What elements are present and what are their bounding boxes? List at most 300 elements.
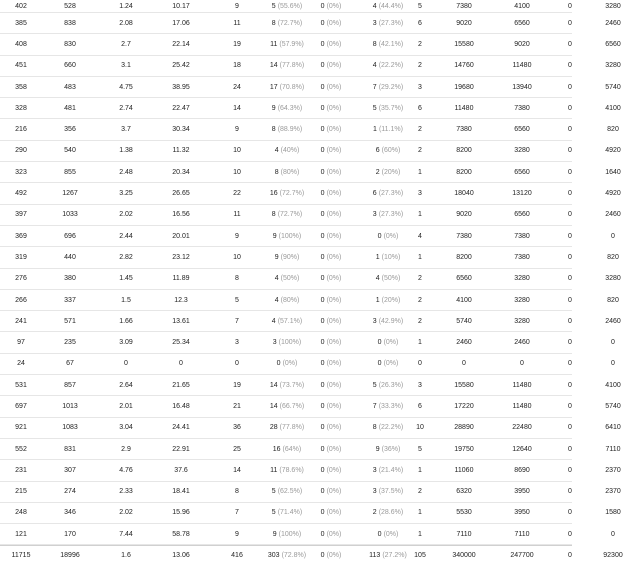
cell-col-13 [585,141,641,161]
cell-col-1 [0,460,42,480]
cell-col-6 [256,34,318,54]
cell-col-3 [100,503,152,523]
cell-col-6-percent: (0%) [282,360,298,368]
cell-col-1-value: 369 [15,232,27,240]
cell-col-10-value: 19680 [454,83,474,91]
cell-col-5-value: 8 [235,275,239,283]
cell-col-4-value: 22.91 [172,445,190,453]
cell-col-13 [585,56,641,76]
cell-col-1 [0,13,42,33]
cell-col-12-value: 0 [568,40,572,48]
cell-col-3-value: 1.38 [119,147,133,155]
cell-col-3 [100,269,152,289]
cell-col-13-value: 3280 [605,2,621,10]
cell-col-2 [44,439,96,459]
cell-col-6-value: 9 [272,232,277,240]
cell-col-6 [256,183,318,203]
cell-col-13-value: 5740 [605,402,621,410]
cell-col-2-value: 483 [64,83,76,91]
table-row [0,375,621,396]
cell-col-8-percent: (42.1%) [378,40,404,48]
cell-col-9-value: 4 [418,232,422,240]
cell-col-2-value: 1267 [62,190,78,198]
table-row [0,247,619,268]
cell-col-2 [44,375,96,395]
cell-col-6 [256,354,318,374]
cell-col-10-value: 340000 [452,551,476,559]
cell-col-9-value: 2 [418,296,422,304]
cell-col-7-percent: (0%) [326,296,342,304]
cell-col-6-percent: (57.9%) [279,40,304,48]
cell-col-10 [434,77,494,97]
cell-col-3-value: 3.09 [119,339,133,347]
cell-col-7-value: 0 [320,381,325,389]
cell-col-2 [44,247,96,267]
cell-col-13 [585,375,641,395]
cell-col-4-value: 26.65 [172,190,190,198]
cell-col-1-value: 319 [15,253,27,261]
cell-col-5-value: 10 [233,253,241,261]
cell-col-8-value: 9 [375,445,380,453]
cell-col-9 [405,354,435,374]
cell-col-9-value: 2 [418,40,422,48]
cell-col-9-value: 2 [418,317,422,325]
cell-col-4 [150,247,212,267]
cell-col-8-percent: (22.2%) [378,62,404,70]
cell-col-6-percent: (71.4%) [277,509,303,517]
cell-col-6-value: 9 [272,530,277,538]
cell-col-4-value: 17.06 [172,19,190,27]
cell-col-10-value: 8200 [456,147,472,155]
cell-col-3-value: 4.76 [119,466,133,474]
cell-col-1 [0,141,42,161]
cell-col-1-value: 121 [15,530,27,538]
cell-col-4 [150,205,212,225]
cell-col-9-value: 5 [418,445,422,453]
cell-col-13 [585,98,641,118]
cell-col-6 [256,269,318,289]
cell-col-3-value: 2.48 [119,168,133,176]
cell-col-7 [310,439,352,459]
cell-col-10 [434,482,494,502]
cell-col-6-percent: (55.6%) [277,2,303,10]
cell-col-2 [44,354,96,374]
cell-col-3-value: 2.82 [119,253,133,261]
cell-col-8-value: 5 [372,381,377,389]
cell-col-9 [405,56,435,76]
cell-col-7 [310,290,352,310]
cell-col-10-value: 18040 [454,190,474,198]
cell-col-2-value: 307 [64,466,76,474]
cell-col-6-value: 4 [271,317,276,325]
cell-col-13 [585,546,641,564]
table-total-row [0,545,623,564]
cell-col-1 [0,205,42,225]
cell-col-1 [0,56,42,76]
cell-col-7-value: 0 [320,2,325,10]
cell-col-1-value: 97 [17,339,25,347]
cell-col-13-value: 1580 [605,509,621,517]
cell-col-9 [405,162,435,182]
cell-col-13-value: 2370 [605,488,621,496]
cell-col-8-percent: (10%) [381,253,401,261]
cell-col-5-value: 7 [235,509,239,517]
cell-col-11-value: 7380 [514,253,530,261]
cell-col-3 [100,524,152,544]
cell-col-6 [256,546,318,564]
cell-col-3 [100,226,152,246]
cell-col-13-value: 4920 [605,190,621,198]
cell-col-5-value: 9 [235,530,239,538]
cell-col-8-value: 2 [375,168,380,176]
cell-col-6-percent: (72.7%) [279,190,305,198]
cell-col-1-value: 276 [15,275,27,283]
cell-col-13 [585,524,641,544]
cell-col-4-value: 20.01 [172,232,190,240]
cell-col-12-value: 0 [568,317,572,325]
cell-col-13 [585,418,641,438]
cell-col-7-percent: (0%) [326,275,342,283]
cell-col-3 [100,98,152,118]
cell-col-9 [405,418,435,438]
cell-col-9 [405,375,435,395]
cell-col-13 [585,0,641,12]
cell-col-3-value: 2.02 [119,211,133,219]
cell-col-11-value: 11480 [512,62,532,70]
table-row [0,98,621,119]
cell-col-12-value: 0 [568,147,572,155]
cell-col-13-value: 2460 [605,211,621,219]
cell-col-2 [44,205,96,225]
cell-col-9-value: 2 [418,126,422,134]
cell-col-8-value: 3 [372,317,377,325]
cell-col-13 [585,503,641,523]
cell-col-3 [100,183,152,203]
cell-col-13-value: 0 [611,339,615,347]
cell-col-9 [405,546,435,564]
cell-col-12-value: 0 [568,488,572,496]
cell-col-3 [100,247,152,267]
cell-col-7 [310,375,352,395]
cell-col-3 [100,332,152,352]
cell-col-1-value: 402 [15,2,27,10]
cell-col-8-percent: (29.2%) [378,83,404,91]
cell-col-8-percent: (21.4%) [378,466,404,474]
cell-col-10-value: 14760 [454,62,474,70]
cell-col-6-percent: (40%) [280,147,300,155]
cell-col-13 [585,311,641,331]
cell-col-4 [150,226,212,246]
cell-col-7-percent: (0%) [326,339,342,347]
cell-col-9 [405,524,435,544]
cell-col-13 [585,269,641,289]
cell-col-13 [585,290,641,310]
cell-col-9-value: 1 [418,509,422,517]
cell-col-13-value: 820 [607,126,619,134]
cell-col-6 [256,226,318,246]
cell-col-1-value: 11715 [11,551,31,559]
cell-col-1-value: 451 [15,62,27,70]
cell-col-5-value: 25 [233,445,241,453]
cell-col-3 [100,56,152,76]
cell-col-10-value: 8200 [456,253,472,261]
cell-col-1-value: 328 [15,104,27,112]
cell-col-1-value: 358 [15,83,27,91]
cell-col-10-value: 17220 [454,402,474,410]
cell-col-9 [405,183,435,203]
cell-col-7 [310,311,352,331]
cell-col-1-value: 241 [15,317,27,325]
cell-col-4-value: 24.41 [172,424,190,432]
cell-col-6-percent: (77.8%) [279,62,305,70]
cell-col-2-value: 696 [64,232,76,240]
cell-col-1-value: 24 [17,360,25,368]
cell-col-8-percent: (22.2%) [378,424,404,432]
cell-col-6 [256,460,318,480]
cell-col-10-value: 4100 [456,296,472,304]
cell-col-13 [585,205,641,225]
cell-col-10 [434,13,494,33]
cell-col-7-percent: (0%) [326,317,342,325]
cell-col-2 [44,396,96,416]
cell-col-7-percent: (0%) [326,190,342,198]
cell-col-8-value: 2 [372,509,377,517]
cell-col-3 [100,13,152,33]
cell-col-7-value: 0 [320,232,325,240]
cell-col-7-value: 0 [320,466,325,474]
cell-col-10 [434,503,494,523]
cell-col-9-value: 0 [418,360,422,368]
cell-col-8-value: 3 [372,488,377,496]
cell-col-5-value: 10 [233,147,241,155]
cell-col-7 [310,77,352,97]
cell-col-9 [405,460,435,480]
cell-col-2 [44,183,96,203]
cell-col-9-value: 2 [418,62,422,70]
cell-col-3-value: 2.44 [119,232,133,240]
table-row [0,13,621,34]
cell-col-4 [150,332,212,352]
cell-col-13 [585,162,641,182]
cell-col-9 [405,119,435,139]
cell-col-2-value: 170 [64,530,76,538]
cell-col-11-value: 7380 [514,232,530,240]
cell-col-7 [310,141,352,161]
cell-col-2 [44,482,96,502]
cell-col-1 [0,290,42,310]
cell-col-6 [256,247,318,267]
cell-col-7-value: 0 [320,19,325,27]
cell-col-7-value: 0 [320,296,325,304]
cell-col-11-value: 3950 [514,488,530,496]
cell-col-7 [310,460,352,480]
cell-col-3 [100,119,152,139]
cell-col-6-value: 9 [271,104,276,112]
cell-col-2-value: 380 [64,275,76,283]
cell-col-6-percent: (62.5%) [277,488,303,496]
table-row [0,482,621,503]
cell-col-6-value: 4 [274,275,279,283]
cell-col-7 [310,396,352,416]
cell-col-10-value: 11060 [454,466,474,474]
cell-col-4 [150,162,212,182]
cell-col-12-value: 0 [568,62,572,70]
cell-col-13 [585,439,641,459]
cell-col-13-value: 4100 [605,104,621,112]
cell-col-7-value: 0 [320,339,325,347]
cell-col-10 [434,162,494,182]
cell-col-9 [405,439,435,459]
cell-col-1-value: 266 [15,296,27,304]
cell-col-13 [585,77,641,97]
cell-col-2 [44,141,96,161]
table-row [0,418,621,439]
cell-col-9 [405,503,435,523]
cell-col-1 [0,0,42,12]
cell-col-7-value: 0 [320,424,325,432]
cell-col-3 [100,311,152,331]
cell-col-6-value: 303 [267,551,280,559]
cell-col-2-value: 356 [64,126,76,134]
cell-col-10 [434,290,494,310]
cell-col-4 [150,290,212,310]
cell-col-7 [310,119,352,139]
cell-col-10-value: 7380 [456,232,472,240]
cell-col-3-value: 2.7 [121,40,131,48]
cell-col-1 [0,503,42,523]
cell-col-8-percent: (0%) [383,232,399,240]
cell-col-7 [310,98,352,118]
cell-col-7-value: 0 [320,190,325,198]
cell-col-6-value: 14 [269,62,278,70]
cell-col-1 [0,375,42,395]
cell-col-8-value: 3 [372,19,377,27]
cell-col-4 [150,77,212,97]
cell-col-4 [150,183,212,203]
cell-col-7-value: 0 [320,488,325,496]
cell-col-7-percent: (0%) [326,253,342,261]
cell-col-12-value: 0 [568,339,572,347]
cell-col-7 [310,418,352,438]
cell-col-10 [434,375,494,395]
cell-col-2 [44,311,96,331]
cell-col-6-value: 11 [270,40,278,48]
cell-col-9 [405,13,435,33]
cell-col-3 [100,162,152,182]
cell-col-2 [44,98,96,118]
cell-col-8-percent: (44.4%) [378,2,404,10]
cell-col-3 [100,546,152,564]
cell-col-11-value: 8690 [514,466,530,474]
cell-col-8-value: 4 [372,62,377,70]
cell-col-1-value: 697 [15,402,27,410]
cell-col-6 [256,98,318,118]
cell-col-5-value: 3 [235,339,239,347]
cell-col-11-value: 13120 [512,190,532,198]
cell-col-12-value: 0 [568,445,572,453]
cell-col-10-value: 15580 [454,381,474,389]
cell-col-8-percent: (42.9%) [378,317,404,325]
cell-col-7-percent: (0%) [326,551,342,559]
cell-col-10-value: 7110 [456,530,472,538]
cell-col-7-percent: (0%) [326,211,342,219]
cell-col-6-percent: (64.3%) [277,104,303,112]
cell-col-10 [434,119,494,139]
cell-col-8-percent: (0%) [383,530,399,538]
cell-col-7-value: 0 [320,40,325,48]
cell-col-4-value: 16.48 [172,402,190,410]
cell-col-2 [44,460,96,480]
cell-col-7-value: 0 [320,126,325,134]
cell-col-7-value: 0 [320,402,325,410]
cell-col-3 [100,482,152,502]
cell-col-13-value: 0 [611,360,615,368]
cell-col-13 [585,354,641,374]
cell-col-10 [434,546,494,564]
cell-col-6-percent: (70.8%) [279,83,305,91]
cell-col-12-value: 0 [568,509,572,517]
cell-col-10 [434,56,494,76]
cell-col-2-value: 1083 [62,424,78,432]
cell-col-6 [256,56,318,76]
cell-col-11-value: 3280 [514,275,530,283]
cell-col-7-percent: (0%) [326,126,342,134]
cell-col-13-value: 4920 [605,147,621,155]
table-row [0,311,621,332]
cell-col-1-value: 385 [15,19,27,27]
cell-col-7-value: 0 [320,211,325,219]
table-row [0,439,621,460]
cell-col-6-percent: (50%) [280,275,300,283]
cell-col-2-value: 18996 [60,551,80,559]
cell-col-4-value: 11.32 [172,147,190,155]
cell-col-4-value: 22.47 [172,104,190,112]
cell-col-6-percent: (72.7%) [277,211,303,219]
cell-col-13-value: 6410 [605,424,621,432]
cell-col-2-value: 830 [64,40,76,48]
cell-col-1 [0,269,42,289]
cell-col-5-value: 21 [233,402,241,410]
cell-col-11-value: 6560 [514,19,530,27]
cell-col-7-percent: (0%) [326,509,342,517]
cell-col-3-value: 2.08 [119,19,133,27]
cell-col-7-percent: (0%) [326,168,342,176]
cell-col-6-percent: (77.8%) [279,424,305,432]
cell-col-10 [434,141,494,161]
table-row [0,354,615,375]
cell-col-5-value: 14 [233,104,241,112]
cell-col-8-percent: (33.3%) [378,402,404,410]
cell-col-10-value: 0 [462,360,466,368]
cell-col-12-value: 0 [568,104,572,112]
cell-col-13-value: 3280 [605,275,621,283]
cell-col-8-value: 0 [377,232,382,240]
cell-col-12-value: 0 [568,190,572,198]
cell-col-6-percent: (73.7%) [279,381,305,389]
cell-col-3-value: 7.44 [119,530,133,538]
cell-col-6 [256,0,318,12]
cell-col-10-value: 5530 [456,509,472,517]
cell-col-7 [310,247,352,267]
cell-col-9-value: 6 [418,104,422,112]
cell-col-13-value: 2460 [605,19,621,27]
cell-col-13-value: 0 [611,530,615,538]
cell-col-4-value: 18.41 [172,488,190,496]
cell-col-7 [310,546,352,564]
cell-col-5-value: 24 [233,83,241,91]
cell-col-6-value: 14 [269,381,278,389]
cell-col-8-percent: (0%) [383,339,399,347]
